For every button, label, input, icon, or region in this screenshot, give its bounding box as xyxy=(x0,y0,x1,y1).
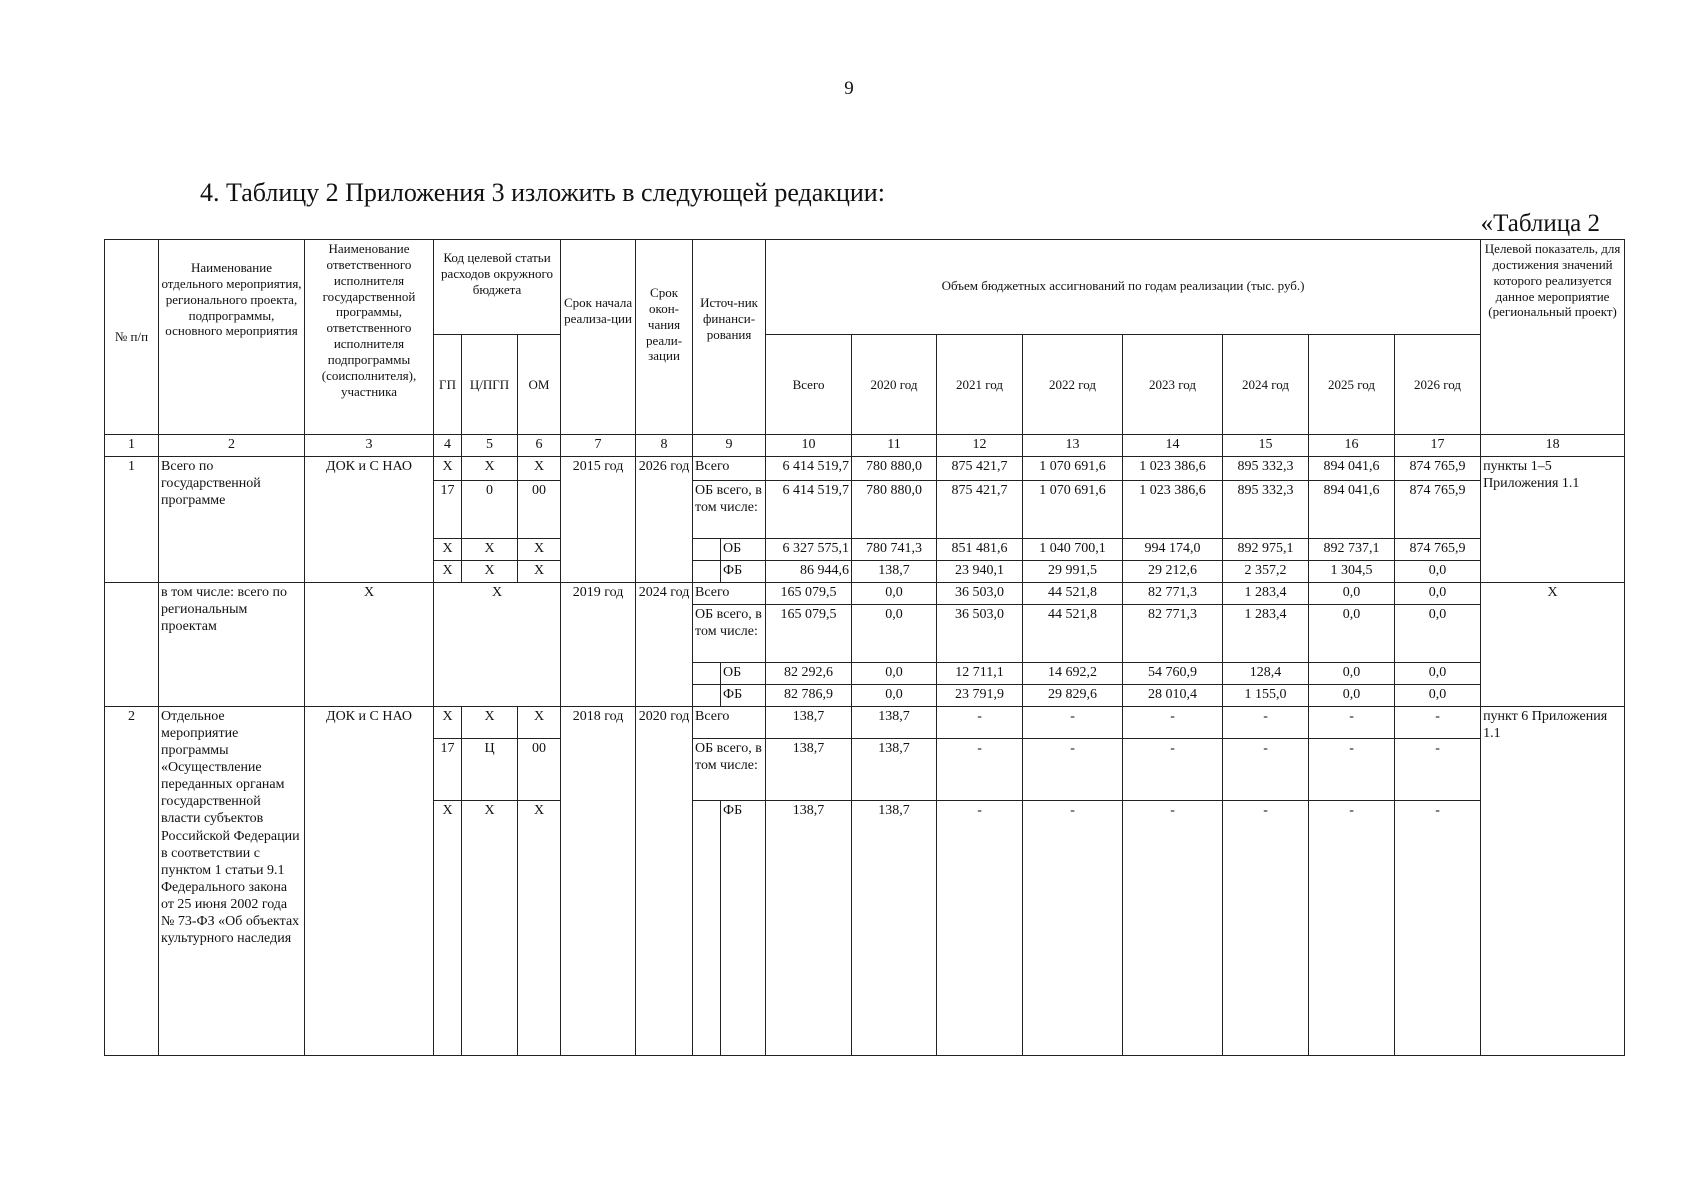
value-2026: 0,0 xyxy=(1395,561,1481,583)
header-end: Срок окон-чания реали-зации xyxy=(636,240,693,435)
source-indent xyxy=(693,663,721,685)
funding-source: Всего xyxy=(693,707,766,739)
header-target: Целевой показатель, для достижения значений которого реализуется данное мероприятие (региональный проект) xyxy=(1481,240,1625,435)
value-2023: - xyxy=(1123,801,1223,1056)
code-gp: 17 xyxy=(434,481,462,539)
header-2023: 2023 год xyxy=(1123,335,1223,435)
value-2025: 892 737,1 xyxy=(1309,539,1395,561)
code-om: Х xyxy=(518,707,561,739)
target-indicator: пункт 6 Приложения 1.1 xyxy=(1481,707,1625,1056)
value-2022: 1 040 700,1 xyxy=(1023,539,1123,561)
col-num: 13 xyxy=(1023,435,1123,457)
code-gp: Х xyxy=(434,707,462,739)
value-2021: 23 940,1 xyxy=(937,561,1023,583)
header-cpgp: Ц/ПГП xyxy=(462,335,518,435)
col-num: 1 xyxy=(105,435,159,457)
section-heading: 4. Таблицу 2 Приложения 3 изложить в следующей редакции: xyxy=(200,178,885,207)
value-2026: 874 765,9 xyxy=(1395,481,1481,539)
table-label: «Таблица 2 xyxy=(1480,210,1600,237)
value-total: 138,7 xyxy=(766,707,852,739)
value-2024: - xyxy=(1223,707,1309,739)
column-numbers-row xyxy=(105,435,1625,457)
end-year: 2024 год xyxy=(636,583,693,707)
value-2022: - xyxy=(1023,707,1123,739)
code-cpgp: 0 xyxy=(462,481,518,539)
code-merged: Х xyxy=(434,583,561,707)
value-2025: 894 041,6 xyxy=(1309,457,1395,481)
value-2022: 29 991,5 xyxy=(1023,561,1123,583)
code-cpgp: Х xyxy=(462,457,518,481)
code-cpgp: Х xyxy=(462,561,518,583)
header-name: Наименование отдельного мероприятия, регионального проекта, подпрограммы, основного мероприятия xyxy=(159,240,305,435)
value-2023: 1 023 386,6 xyxy=(1123,481,1223,539)
col-num: 5 xyxy=(462,435,518,457)
code-om: Х xyxy=(518,801,561,1056)
value-2024: 1 283,4 xyxy=(1223,583,1309,605)
row-name: Отдельное мероприятие программы «Осуществление переданных органам государственной власти субъектов Российской Федерации в соответствии с пунктом 1 статьи 9.1 Федерального закона от 25 июня 2002 года № 73-ФЗ «Об объектах культурного наследия xyxy=(159,707,305,1056)
col-num: 17 xyxy=(1395,435,1481,457)
row-responsible: ДОК и С НАО xyxy=(305,707,434,1056)
col-num: 2 xyxy=(159,435,305,457)
value-2020: 0,0 xyxy=(852,605,937,663)
header-responsible: Наименование ответственного исполнителя государственной программы, ответственного исполнителя подпрограммы (соисполнителя), участника xyxy=(305,240,434,435)
source-indent xyxy=(693,539,721,561)
start-year: 2015 год xyxy=(561,457,636,583)
value-2026: 0,0 xyxy=(1395,583,1481,605)
row-responsible: ДОК и С НАО xyxy=(305,457,434,583)
value-2021: - xyxy=(937,739,1023,801)
col-num: 11 xyxy=(852,435,937,457)
value-2025: 0,0 xyxy=(1309,605,1395,663)
row-responsible: Х xyxy=(305,583,434,707)
funding-source: ОБ всего, в том числе: xyxy=(693,481,766,539)
col-num: 8 xyxy=(636,435,693,457)
value-2022: 14 692,2 xyxy=(1023,663,1123,685)
row-number: 2 xyxy=(105,707,159,1056)
start-year: 2019 год xyxy=(561,583,636,707)
funding-source: ОБ всего, в том числе: xyxy=(693,739,766,801)
header-gp: ГП xyxy=(434,335,462,435)
value-2025: - xyxy=(1309,739,1395,801)
col-num: 4 xyxy=(434,435,462,457)
value-2024: 895 332,3 xyxy=(1223,457,1309,481)
value-2020: 138,7 xyxy=(852,561,937,583)
end-year: 2020 год xyxy=(636,707,693,1056)
value-2021: - xyxy=(937,707,1023,739)
value-2023: 28 010,4 xyxy=(1123,685,1223,707)
value-total: 82 786,9 xyxy=(766,685,852,707)
col-num: 12 xyxy=(937,435,1023,457)
table-row xyxy=(105,457,1625,481)
value-2025: 0,0 xyxy=(1309,663,1395,685)
value-2025: 0,0 xyxy=(1309,583,1395,605)
value-2022: - xyxy=(1023,739,1123,801)
value-2026: 874 765,9 xyxy=(1395,539,1481,561)
header-2026: 2026 год xyxy=(1395,335,1481,435)
header-2025: 2025 год xyxy=(1309,335,1395,435)
row-name: Всего по государственной программе xyxy=(159,457,305,583)
value-2021: 36 503,0 xyxy=(937,605,1023,663)
code-gp: 17 xyxy=(434,739,462,801)
value-total: 138,7 xyxy=(766,801,852,1056)
value-2024: 892 975,1 xyxy=(1223,539,1309,561)
value-2020: 780 880,0 xyxy=(852,481,937,539)
value-2026: 0,0 xyxy=(1395,663,1481,685)
value-2021: 23 791,9 xyxy=(937,685,1023,707)
value-2023: - xyxy=(1123,739,1223,801)
value-2021: 12 711,1 xyxy=(937,663,1023,685)
value-2022: 1 070 691,6 xyxy=(1023,457,1123,481)
value-2020: 138,7 xyxy=(852,801,937,1056)
code-gp: Х xyxy=(434,539,462,561)
header-2022: 2022 год xyxy=(1023,335,1123,435)
value-2021: - xyxy=(937,801,1023,1056)
header-row-1 xyxy=(105,240,1625,335)
code-gp: Х xyxy=(434,561,462,583)
value-2020: 0,0 xyxy=(852,663,937,685)
header-2024: 2024 год xyxy=(1223,335,1309,435)
value-2024: 2 357,2 xyxy=(1223,561,1309,583)
value-2024: 128,4 xyxy=(1223,663,1309,685)
code-gp: Х xyxy=(434,801,462,1056)
value-2022: 1 070 691,6 xyxy=(1023,481,1123,539)
code-cpgp: Х xyxy=(462,539,518,561)
col-num: 18 xyxy=(1481,435,1625,457)
col-num: 9 xyxy=(693,435,766,457)
code-cpgp: Х xyxy=(462,707,518,739)
value-2022: 44 521,8 xyxy=(1023,583,1123,605)
funding-source: ФБ xyxy=(721,561,766,583)
value-2025: - xyxy=(1309,707,1395,739)
col-num: 15 xyxy=(1223,435,1309,457)
value-2026: 0,0 xyxy=(1395,605,1481,663)
header-2021: 2021 год xyxy=(937,335,1023,435)
table-row xyxy=(105,707,1625,739)
target-indicator: Х xyxy=(1481,583,1625,707)
value-2025: 894 041,6 xyxy=(1309,481,1395,539)
budget-table xyxy=(104,239,1625,1056)
source-indent xyxy=(693,685,721,707)
value-2026: - xyxy=(1395,707,1481,739)
row-number xyxy=(105,583,159,707)
value-2021: 36 503,0 xyxy=(937,583,1023,605)
funding-source: ФБ xyxy=(721,685,766,707)
value-total: 165 079,5 xyxy=(766,605,852,663)
target-indicator: пункты 1–5 Приложения 1.1 xyxy=(1481,457,1625,583)
value-2021: 875 421,7 xyxy=(937,457,1023,481)
value-total: 6 414 519,7 xyxy=(766,457,852,481)
code-cpgp: Ц xyxy=(462,739,518,801)
value-2024: 1 283,4 xyxy=(1223,605,1309,663)
value-2023: 29 212,6 xyxy=(1123,561,1223,583)
header-start: Срок начала реализа-ции xyxy=(561,240,636,435)
value-2026: - xyxy=(1395,739,1481,801)
value-total: 138,7 xyxy=(766,739,852,801)
value-2022: - xyxy=(1023,801,1123,1056)
col-num: 16 xyxy=(1309,435,1395,457)
end-year: 2026 год xyxy=(636,457,693,583)
code-om: Х xyxy=(518,539,561,561)
value-2024: 895 332,3 xyxy=(1223,481,1309,539)
col-num: 14 xyxy=(1123,435,1223,457)
value-2020: 780 741,3 xyxy=(852,539,937,561)
value-total: 86 944,6 xyxy=(766,561,852,583)
code-gp: Х xyxy=(434,457,462,481)
header-code: Код целевой статьи расходов окружного бюджета xyxy=(434,240,561,335)
code-om: Х xyxy=(518,457,561,481)
value-2025: - xyxy=(1309,801,1395,1056)
code-om: 00 xyxy=(518,481,561,539)
header-total: Всего xyxy=(766,335,852,435)
funding-source: ОБ xyxy=(721,539,766,561)
value-2020: 0,0 xyxy=(852,583,937,605)
header-num: № п/п xyxy=(105,240,159,435)
value-2024: - xyxy=(1223,801,1309,1056)
col-num: 7 xyxy=(561,435,636,457)
table-row xyxy=(105,583,1625,605)
value-2023: 82 771,3 xyxy=(1123,605,1223,663)
value-2022: 44 521,8 xyxy=(1023,605,1123,663)
value-2026: 0,0 xyxy=(1395,685,1481,707)
value-2025: 1 304,5 xyxy=(1309,561,1395,583)
start-year: 2018 год xyxy=(561,707,636,1056)
header-om: ОМ xyxy=(518,335,561,435)
value-total: 82 292,6 xyxy=(766,663,852,685)
col-num: 6 xyxy=(518,435,561,457)
value-2020: 0,0 xyxy=(852,685,937,707)
col-num: 10 xyxy=(766,435,852,457)
value-2026: 874 765,9 xyxy=(1395,457,1481,481)
code-om: 00 xyxy=(518,739,561,801)
header-volume: Объем бюджетных ассигнований по годам реализации (тыс. руб.) xyxy=(766,240,1481,335)
value-2020: 138,7 xyxy=(852,739,937,801)
value-2024: - xyxy=(1223,739,1309,801)
source-indent xyxy=(693,801,721,1056)
value-2023: 1 023 386,6 xyxy=(1123,457,1223,481)
funding-source: ОБ всего, в том числе: xyxy=(693,605,766,663)
value-2020: 138,7 xyxy=(852,707,937,739)
header-2020: 2020 год xyxy=(852,335,937,435)
value-2023: 54 760,9 xyxy=(1123,663,1223,685)
value-total: 6 414 519,7 xyxy=(766,481,852,539)
funding-source: ОБ xyxy=(721,663,766,685)
funding-source: Всего xyxy=(693,583,766,605)
header-source: Источ-ник финанси-рования xyxy=(693,240,766,435)
page-number: 9 xyxy=(844,78,854,99)
col-num: 3 xyxy=(305,435,434,457)
value-total: 165 079,5 xyxy=(766,583,852,605)
code-cpgp: Х xyxy=(462,801,518,1056)
value-2022: 29 829,6 xyxy=(1023,685,1123,707)
value-2025: 0,0 xyxy=(1309,685,1395,707)
funding-source: ФБ xyxy=(721,801,766,1056)
value-2021: 875 421,7 xyxy=(937,481,1023,539)
value-2024: 1 155,0 xyxy=(1223,685,1309,707)
value-2020: 780 880,0 xyxy=(852,457,937,481)
value-2021: 851 481,6 xyxy=(937,539,1023,561)
value-2023: 82 771,3 xyxy=(1123,583,1223,605)
value-total: 6 327 575,1 xyxy=(766,539,852,561)
value-2023: 994 174,0 xyxy=(1123,539,1223,561)
row-name: в том числе: всего по региональным проектам xyxy=(159,583,305,707)
source-indent xyxy=(693,561,721,583)
value-2023: - xyxy=(1123,707,1223,739)
funding-source: Всего xyxy=(693,457,766,481)
code-om: Х xyxy=(518,561,561,583)
row-number: 1 xyxy=(105,457,159,583)
value-2026: - xyxy=(1395,801,1481,1056)
